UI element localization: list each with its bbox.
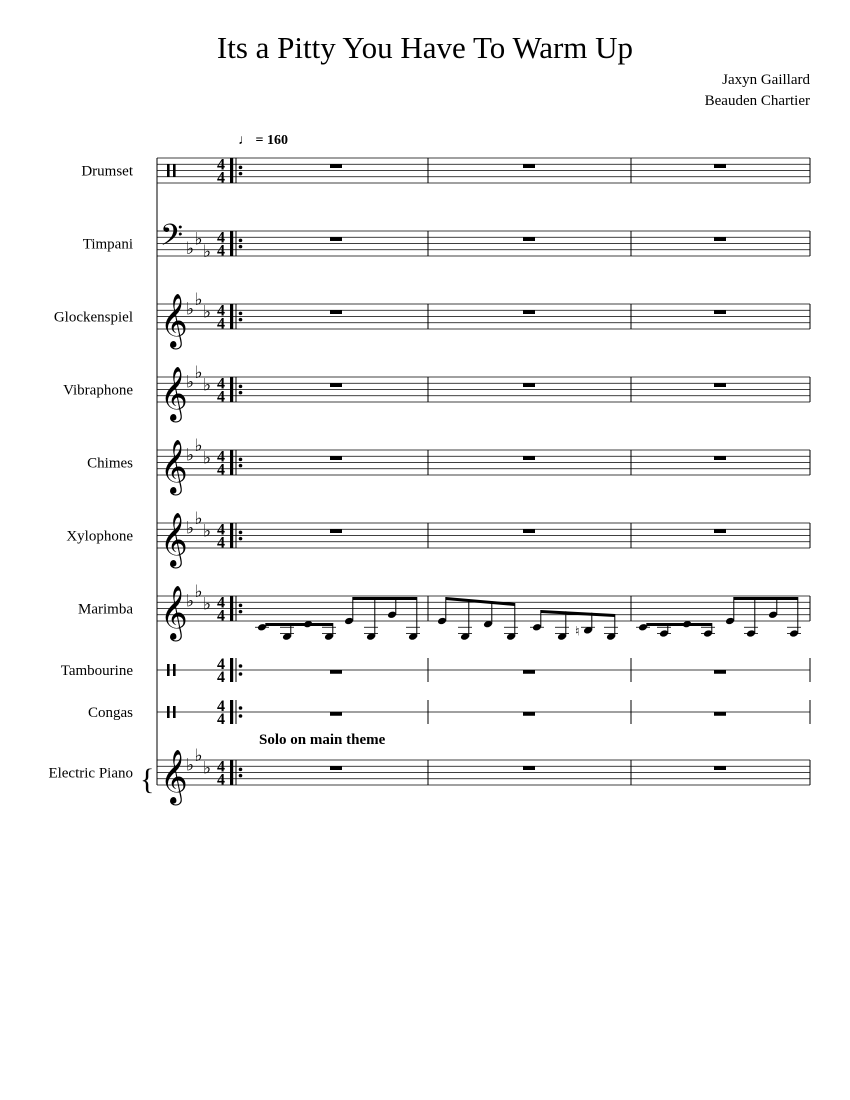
treble-clef-icon: 𝄞: [160, 587, 188, 639]
flat-icon: ♭: [194, 362, 203, 382]
flat-icon: ♭: [194, 229, 203, 249]
time-signature-denominator: 4: [217, 669, 225, 686]
repeat-dot: [239, 245, 243, 249]
repeat-dot: [239, 672, 243, 676]
time-signature-numerator: 4: [217, 156, 225, 174]
repeat-dot: [239, 604, 243, 608]
flat-icon: ♭: [203, 302, 212, 322]
natural-icon: ♮: [575, 623, 580, 639]
repeat-start-thick: [230, 304, 233, 329]
repeat-dot: [239, 458, 243, 462]
note-beam: [353, 597, 417, 600]
whole-rest: [330, 670, 342, 674]
time-signature-denominator: 4: [217, 711, 225, 728]
whole-rest: [714, 670, 726, 674]
percussion-clef-icon: [167, 706, 170, 718]
whole-rest: [523, 670, 535, 674]
whole-rest: [523, 383, 535, 387]
flat-icon: ♭: [203, 594, 212, 614]
repeat-dot: [239, 318, 243, 322]
whole-rest: [523, 237, 535, 241]
flat-icon: ♭: [194, 745, 203, 765]
time-signature-denominator: 4: [217, 169, 225, 187]
instrument-label-xylophone: Xylophone: [66, 528, 133, 545]
repeat-start-thick: [230, 231, 233, 256]
time-signature-numerator: 4: [217, 448, 225, 466]
repeat-dot: [239, 610, 243, 614]
time-signature-denominator: 4: [217, 534, 225, 552]
composer-1: Jaxyn Gaillard: [722, 72, 810, 88]
treble-clef-icon: 𝄞: [160, 514, 188, 566]
flat-icon: ♭: [203, 758, 212, 778]
note-beam: [446, 597, 515, 606]
whole-rest: [330, 164, 342, 168]
treble-clef-icon: 𝄞: [160, 295, 188, 347]
bass-clef-icon: 𝄢: [160, 219, 184, 259]
whole-rest: [714, 164, 726, 168]
instrument-label-congas: Congas: [88, 705, 133, 721]
repeat-dot: [239, 768, 243, 772]
repeat-dot: [239, 464, 243, 468]
repeat-dot: [239, 706, 243, 710]
whole-rest: [330, 529, 342, 533]
repeat-start-thick: [230, 158, 233, 183]
repeat-start-thick: [230, 450, 233, 475]
flat-icon: ♭: [194, 508, 203, 528]
flat-icon: ♭: [194, 581, 203, 601]
repeat-start-thick: [230, 760, 233, 785]
flat-icon: ♭: [186, 445, 195, 465]
note-beam: [266, 623, 333, 626]
flat-icon: ♭: [186, 372, 195, 392]
whole-rest: [330, 310, 342, 314]
repeat-dot: [239, 774, 243, 778]
time-signature-numerator: 4: [217, 656, 225, 673]
repeat-dot: [239, 312, 243, 316]
treble-clef-icon: 𝄞: [160, 751, 188, 803]
time-signature-denominator: 4: [217, 388, 225, 406]
whole-rest: [330, 712, 342, 716]
instrument-label-vibraphone: Vibraphone: [63, 382, 133, 399]
flat-icon: ♭: [186, 518, 195, 538]
flat-icon: ♭: [203, 448, 212, 468]
note-beam: [541, 610, 615, 617]
time-signature-denominator: 4: [217, 242, 225, 260]
flat-icon: ♭: [186, 299, 195, 319]
whole-rest: [330, 766, 342, 770]
instrument-label-electric-piano: Electric Piano: [48, 765, 133, 782]
repeat-dot: [239, 537, 243, 541]
whole-rest: [523, 529, 535, 533]
whole-rest: [714, 237, 726, 241]
time-signature-denominator: 4: [217, 771, 225, 789]
whole-rest: [523, 766, 535, 770]
flat-icon: ♭: [186, 238, 195, 258]
flat-icon: ♭: [194, 435, 203, 455]
time-signature-numerator: 4: [217, 229, 225, 247]
time-signature-numerator: 4: [217, 758, 225, 776]
whole-rest: [330, 383, 342, 387]
repeat-start-thick: [230, 596, 233, 621]
whole-rest: [714, 766, 726, 770]
whole-rest: [714, 383, 726, 387]
composer-2: Beauden Chartier: [704, 93, 810, 109]
instrument-label-drumset: Drumset: [81, 163, 133, 180]
time-signature-numerator: 4: [217, 594, 225, 612]
time-signature-denominator: 4: [217, 607, 225, 625]
repeat-start-thick: [230, 523, 233, 548]
score-title: Its a Pitty You Have To Warm Up: [216, 30, 634, 65]
flat-icon: ♭: [194, 289, 203, 309]
repeat-dot: [239, 531, 243, 535]
repeat-dot: [239, 664, 243, 668]
time-signature-denominator: 4: [217, 315, 225, 333]
percussion-clef-icon: [173, 706, 176, 718]
repeat-dot: [239, 385, 243, 389]
note-beam: [647, 623, 712, 626]
time-signature-numerator: 4: [217, 521, 225, 539]
repeat-dot: [239, 239, 243, 243]
whole-rest: [523, 712, 535, 716]
repeat-dot: [239, 391, 243, 395]
flat-icon: ♭: [186, 755, 195, 775]
whole-rest: [330, 237, 342, 241]
whole-rest: [523, 310, 535, 314]
time-signature-numerator: 4: [217, 375, 225, 393]
repeat-dot: [239, 714, 243, 718]
whole-rest: [523, 164, 535, 168]
percussion-clef-icon: [167, 664, 170, 676]
instrument-label-timpani: Timpani: [82, 236, 133, 253]
whole-rest: [714, 712, 726, 716]
whole-rest: [714, 310, 726, 314]
percussion-clef-icon: [173, 664, 176, 676]
treble-clef-icon: 𝄞: [160, 368, 188, 420]
repeat-start-thick: [230, 658, 233, 682]
time-signature-numerator: 4: [217, 698, 225, 715]
whole-rest: [714, 456, 726, 460]
repeat-dot: [239, 166, 243, 170]
repeat-dot: [239, 172, 243, 176]
repeat-start-thick: [230, 377, 233, 402]
treble-clef-icon: 𝄞: [160, 441, 188, 493]
tempo-marking: ♩ = 160: [238, 133, 288, 148]
whole-rest: [523, 456, 535, 460]
note-beam: [734, 597, 798, 600]
solo-annotation: Solo on main theme: [259, 732, 386, 748]
percussion-clef-icon: [167, 165, 170, 177]
flat-icon: ♭: [203, 521, 212, 541]
instrument-label-chimes: Chimes: [87, 455, 133, 472]
instrument-label-glockenspiel: Glockenspiel: [53, 309, 133, 326]
flat-icon: ♭: [186, 591, 195, 611]
flat-icon: ♭: [203, 241, 212, 261]
time-signature-denominator: 4: [217, 461, 225, 479]
whole-rest: [714, 529, 726, 533]
instrument-label-tambourine: Tambourine: [60, 663, 133, 679]
brace-icon: {: [140, 763, 155, 796]
flat-icon: ♭: [203, 375, 212, 395]
percussion-clef-icon: [173, 165, 176, 177]
time-signature-numerator: 4: [217, 302, 225, 320]
instrument-label-marimba: Marimba: [78, 601, 133, 618]
whole-rest: [330, 456, 342, 460]
repeat-start-thick: [230, 700, 233, 724]
